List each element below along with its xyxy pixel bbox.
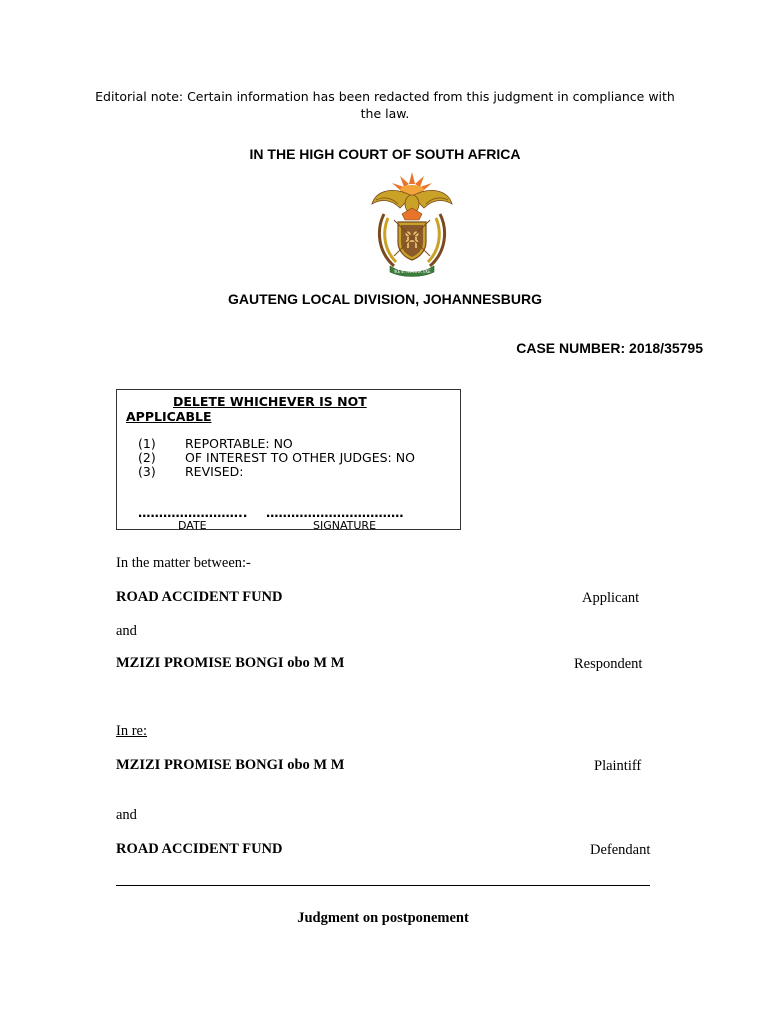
box-item-reportable: (1) REPORTABLE: NO [138,436,293,451]
division-title: GAUTENG LOCAL DIVISION, JOHANNESBURG [228,291,542,307]
signature-dots: …………………………… [266,505,404,520]
reportability-box [116,389,461,530]
party-defendant-role: Defendant [590,842,651,858]
party-applicant-role: Applicant [582,590,640,606]
box-item-revised: (3) REVISED: [138,464,244,479]
case-number: CASE NUMBER: 2018/35795 [516,340,703,356]
party-respondent-role: Respondent [574,656,643,672]
editorial-note: Editorial note: Certain information has been redacted from this judgment in compliance with the law. [95,89,675,121]
judgment-title: Judgment on postponement [297,910,469,926]
and-label-1: and [116,623,137,639]
date-dots: …………………….. [138,505,248,520]
party-applicant-name: ROAD ACCIDENT FUND [116,589,283,605]
divider-line [116,885,650,886]
svg-text:!KE E: /XARRA //KE: !KE E: /XARRA //KE [393,269,431,274]
matter-intro: In the matter between:- [116,555,251,571]
and-label-2: and [116,807,137,823]
party-respondent-name: MZIZI PROMISE BONGI obo M M [116,655,345,671]
party-defendant-name: ROAD ACCIDENT FUND [116,841,283,857]
signature-label: SIGNATURE [313,519,377,530]
party-plaintiff-name: MZIZI PROMISE BONGI obo M M [116,757,345,773]
box-item-interest: (2) OF INTEREST TO OTHER JUDGES: NO [138,450,415,465]
in-re-label: In re: [116,723,147,739]
date-label: DATE [178,519,207,530]
coat-of-arms-icon [364,170,460,280]
party-plaintiff-role: Plaintiff [594,758,642,774]
court-title: IN THE HIGH COURT OF SOUTH AFRICA [249,146,521,162]
box-heading: DELETE WHICHEVER IS NOT APPLICABLE [126,394,367,424]
